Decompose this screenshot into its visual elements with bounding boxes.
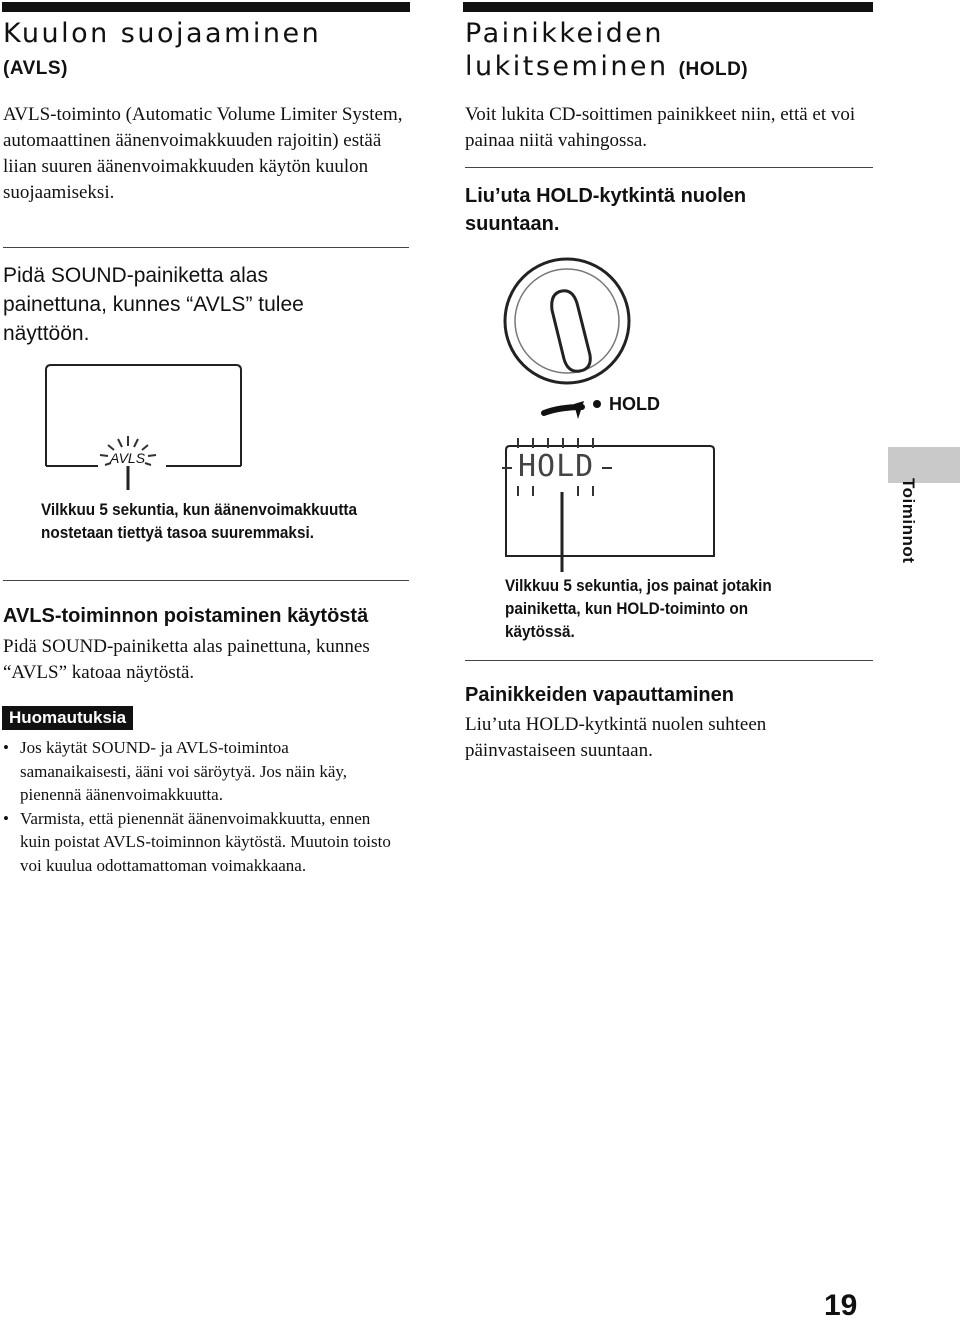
left-top-bar (2, 2, 410, 12)
left-rule-2 (3, 580, 409, 581)
left-intro-text: AVLS-toiminto (Automatic Volume Limiter System, automaattinen äänenvoimakkuuden rajoitin) estää liian suuren äänenvoimakkuuden käytön kuulon suojaamiseksi. (3, 104, 403, 203)
hold-display-indicator: HOLD (518, 449, 595, 484)
avls-cancel-text: Pidä SOUND-painiketta alas painettuna, kunnes “AVLS” katoaa näytöstä. (3, 636, 370, 683)
notes-list (3, 736, 403, 877)
hold-switch-label: HOLD (609, 394, 660, 414)
left-step-text: Pidä SOUND-painiketta alas painettuna, kunnes “AVLS” tulee näyttöön. (3, 264, 304, 345)
notes-label: Huomautuksia (2, 706, 133, 730)
right-intro-text: Voit lukita CD-soittimen painikkeet niin, että et voi painaa niitä vahingossa. (465, 104, 856, 151)
avls-cancel-heading: AVLS-toiminnon poistaminen käytöstä (3, 605, 369, 627)
left-section-title: Kuulon suojaaminen (3, 18, 322, 49)
note-bullet: • (3, 738, 9, 757)
note-text: Varmista, että pienennät äänenvoimakkuutta, ennen kuin poistat AVLS-toiminnon käytöstä. Muutoin toisto voi kuulua odottamattoman voimakkaana. (20, 808, 391, 875)
note-text: Jos käytät SOUND- ja AVLS-toimintoa samanaikaisesti, ääni voi säröytyä. Jos näin käy, pienennä äänenvoimakkuutta. (20, 738, 348, 804)
right-section-title-line1: Painikkeiden (465, 18, 665, 49)
left-section-subtitle: (AVLS) (3, 58, 68, 79)
release-heading: Painikkeiden vapauttaminen (465, 684, 734, 706)
note-item (3, 807, 403, 878)
note-bullet: • (3, 808, 9, 828)
side-tab-label: Toiminnot (899, 478, 918, 564)
right-rule-2 (465, 660, 873, 661)
page-number: 19 (824, 1289, 858, 1322)
left-rule-1 (3, 247, 409, 248)
right-section-subtitle: (HOLD) (678, 59, 749, 80)
hold-caption: Vilkkuu 5 sekuntia, jos painat jotakin painiketta, kun HOLD-toiminto on käytössä. (505, 576, 772, 641)
right-top-bar (463, 2, 873, 12)
avls-caption: Vilkkuu 5 sekuntia, kun äänenvoimakkuutta nostetaan tiettyä tasoa suuremmaksi. (41, 500, 358, 542)
note-item (3, 736, 403, 807)
right-section-title-line2-row (465, 50, 748, 83)
avls-display-illustration (40, 362, 246, 492)
right-section-title-line2: lukitseminen (465, 51, 669, 82)
avls-display-indicator: AVLS (110, 450, 146, 466)
right-rule-1 (465, 167, 873, 168)
right-step-text: Liu’uta HOLD-kytkintä nuolen suuntaan. (465, 185, 747, 235)
release-text: Liu’uta HOLD-kytkintä nuolen suhteen päinvastaiseen suuntaan. (465, 714, 767, 761)
